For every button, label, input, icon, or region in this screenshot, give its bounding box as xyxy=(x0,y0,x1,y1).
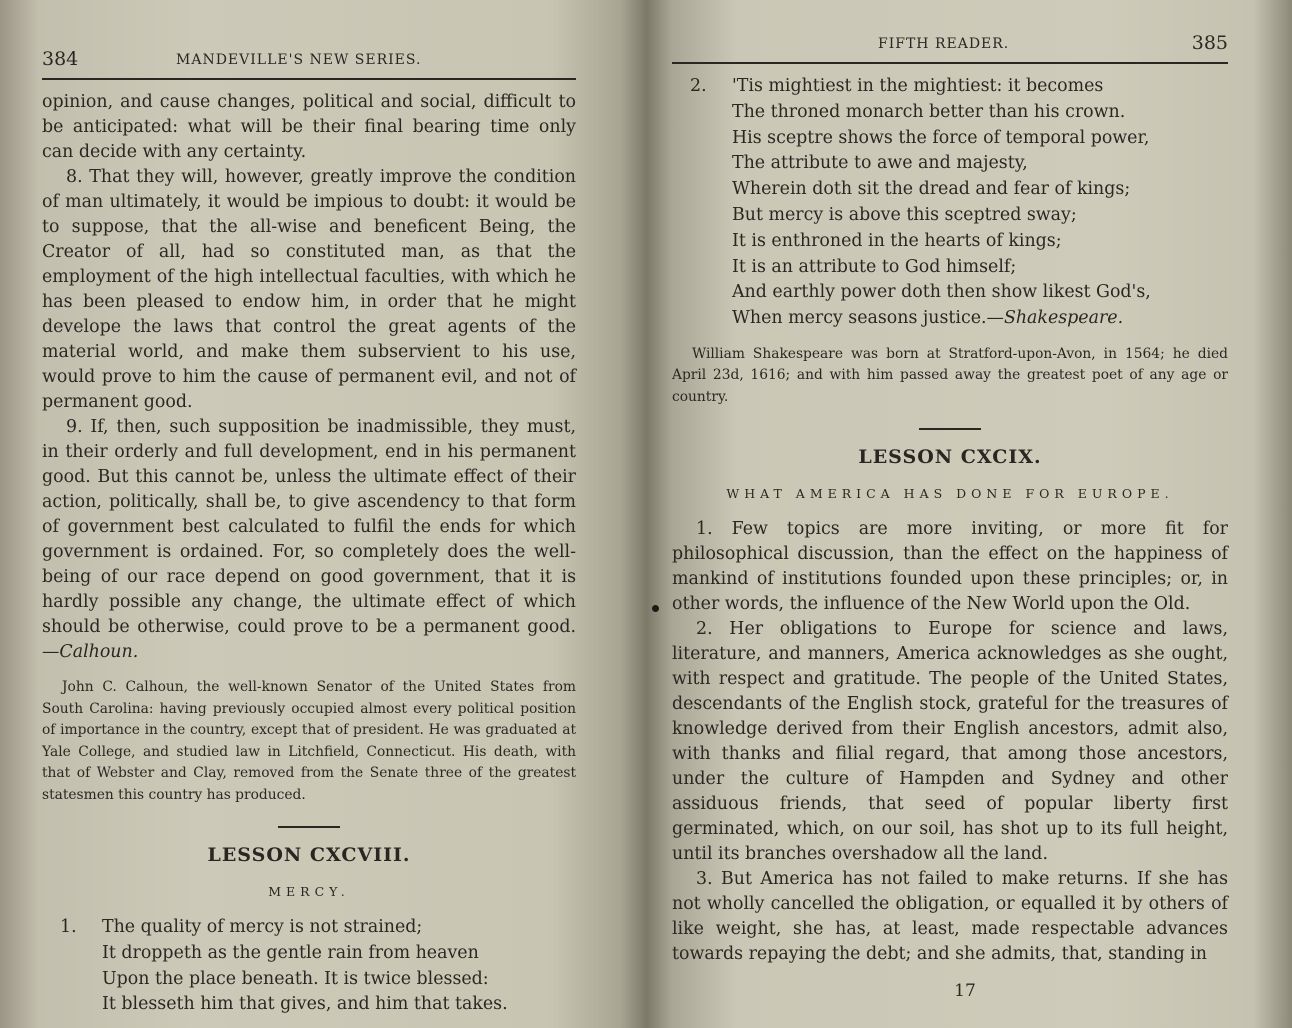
poem-line xyxy=(672,74,1228,100)
paragraph-9-text: 9. If, then, such supposition be inadmissible, they must, in their orderly and full development, end in his permanent good. But this cannot be, unless the ultimate effect of their action, politically, shall be, to give ascendency to that form of government best calculated to fulfil the ends for which government is ordained. For, so completely does the well-being of our race depend on good government, that it is hardly possible any change, the ultimate effect of which should be otherwise, could prove to be a permanent good. xyxy=(42,417,576,637)
shakespeare-note xyxy=(672,344,1228,409)
right-page xyxy=(646,0,1292,1028)
poem-line: It is enthroned in the hearts of kings; xyxy=(732,230,1062,251)
mercy-poem-stanza-2 xyxy=(672,74,1228,332)
left-page-number: 384 xyxy=(42,48,79,70)
left-header-rule xyxy=(42,78,576,80)
poem-attribution: —Shakespeare. xyxy=(986,308,1124,329)
stanza-number: 1. xyxy=(60,917,77,937)
poem-line-text: When mercy seasons justice. xyxy=(732,308,987,329)
left-body xyxy=(42,90,576,665)
paragraph-3: 3. But America has not failed to make returns. If she has not wholly cancelled the obligation, or equalled it by others of like weight, she has, at least, made respectable advances towards repaying the debt; and she admits, that, standing in xyxy=(672,869,1228,965)
left-running-head xyxy=(42,48,576,76)
poem-line: His sceptre shows the force of temporal power, xyxy=(732,127,1150,148)
poem-line: It blesseth him that gives, and him that takes. xyxy=(102,994,508,1015)
lesson-198-subtitle: MERCY. xyxy=(268,884,350,899)
paragraph-8: 8. That they will, however, greatly improve the condition of man ultimately, it would be impious to doubt: it would be to suppose, that the all-wise and beneficent Being, the Creator of all, had so constituted man, as that the employment of the high intellectual faculties, with which he has been pleased to endow him, in order that he might develope the laws that control the great agents of the material world, and make them subservient to his use, would prove to him the cause of permanent evil, and not of permanent good. xyxy=(42,167,576,412)
lesson-199-subtitle: WHAT AMERICA HAS DONE FOR EUROPE. xyxy=(726,486,1174,502)
continuation-paragraph: opinion, and cause changes, political and social, difficult to be anticipated: what will be their final bearing time only can decide with any certainty. xyxy=(42,92,576,162)
right-body xyxy=(672,517,1228,967)
poem-line: It droppeth as the gentle rain from heaven xyxy=(102,942,479,963)
left-running-title: MANDEVILLE'S NEW SERIES. xyxy=(176,52,422,68)
calhoun-note-text: John C. Calhoun, the well-known Senator of the United States from South Carolina: having previously occupied almost every political position of importance in the country, except that of president. He was graduated at Yale College, and studied law in Litchfield, Connecticut. His death, with that of Webster and Clay, removed from the Senate three of the greatest statesmen this country has produced. xyxy=(42,679,576,803)
right-running-title: FIFTH READER. xyxy=(878,36,1010,52)
right-header-rule xyxy=(672,62,1228,64)
left-section-divider xyxy=(278,826,340,828)
paragraph-9 xyxy=(42,415,576,665)
poem-line: And earthly power doth then show likest God's, xyxy=(732,282,1151,303)
poem-line xyxy=(672,306,1228,332)
right-section-divider xyxy=(919,428,981,430)
poem-line: The attribute to awe and majesty, xyxy=(732,153,1028,174)
poem-line: Upon the place beneath. It is twice blessed: xyxy=(102,968,489,989)
right-running-head xyxy=(672,32,1228,60)
poem-line xyxy=(42,915,576,941)
ink-dot xyxy=(652,605,659,612)
shakespeare-note-text: William Shakespeare was born at Stratford-upon-Avon, in 1564; he died April 23d, 1616; and with him passed away the greatest poet of any age or country. xyxy=(672,345,1228,405)
mercy-poem-stanza-1 xyxy=(42,915,576,1018)
paragraph-1: 1. Few topics are more inviting, or more fit for philosophical discussion, than the effect on the happiness of mankind of institutions founded upon these principles; or, in other words, the influence of the New World upon the Old. xyxy=(672,519,1228,615)
poem-line: Wherein doth sit the dread and fear of kings; xyxy=(732,179,1131,200)
paragraph-2: 2. Her obligations to Europe for science and laws, literature, and manners, America acknowledges as she ought, with respect and gratitude. The people of the United States, descendants of the English stock, grateful for the treasures of knowledge derived from their English ancestors, admit also, with thanks and filial regard, that among those ancestors, under the culture of Hampden and Sydney and other assiduous friends, that seed of popular liberty first germinated, which, on our soil, has shot up to its full height, until its branches overshadow all the land. xyxy=(672,619,1228,865)
lesson-199-title: LESSON CXCIX. xyxy=(858,446,1042,469)
right-page-number: 385 xyxy=(1191,32,1228,54)
poem-line-text: The quality of mercy is not strained; xyxy=(102,917,423,937)
calhoun-note xyxy=(42,677,576,806)
lesson-198-title: LESSON CXCVIII. xyxy=(207,844,411,866)
poem-line: It is an attribute to God himself; xyxy=(732,256,1017,277)
poem-line-text: 'Tis mightiest in the mightiest: it becomes xyxy=(732,76,1104,96)
poem-line: The throned monarch better than his crown. xyxy=(732,101,1126,122)
signature-mark: 17 xyxy=(954,981,976,1002)
paragraph-9-attribution: —Calhoun. xyxy=(42,642,139,662)
poem-line: But mercy is above this sceptred sway; xyxy=(732,204,1077,225)
stanza-number: 2. xyxy=(690,76,707,96)
